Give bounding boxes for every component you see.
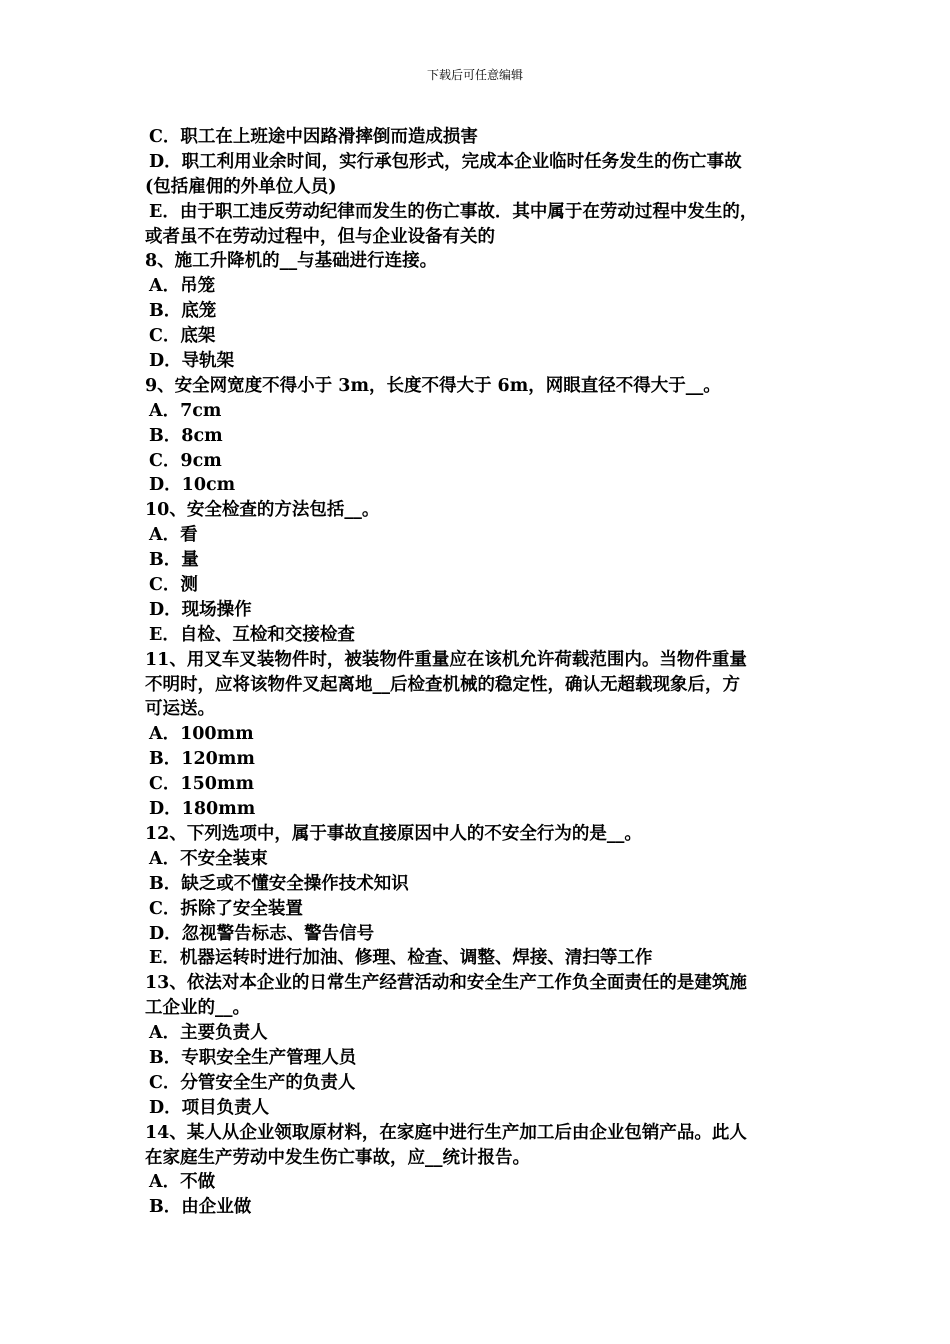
answer-option: E．机器运转时进行加油、修理、检查、调整、焊接、清扫等工作 (149, 948, 653, 969)
answer-option: D．10cm (149, 475, 236, 496)
answer-option: D．现场操作 (149, 599, 252, 620)
text-line: (包括雇佣的外单位人员) (145, 176, 337, 197)
answer-option: A．不安全装束 (149, 848, 268, 869)
answer-option: B．量 (149, 550, 199, 571)
answer-option: B．缺乏或不懂安全操作技术知识 (149, 873, 409, 894)
answer-option: D．导轨架 (149, 351, 235, 372)
answer-option: B．由企业做 (149, 1197, 252, 1218)
answer-option: B．底笼 (149, 301, 217, 322)
answer-option: A．不做 (149, 1172, 216, 1193)
answer-option: D．项目负责人 (149, 1097, 270, 1118)
answer-option: A．吊笼 (149, 276, 216, 297)
answer-option: B．120mm (149, 749, 255, 770)
text-line: 不明时，应将该物件叉起离地__后检查机械的稳定性，确认无超载现象后，方 (145, 674, 740, 695)
answer-option: D．职工利用业余时间，实行承包形式，完成本企业临时任务发生的伤亡事故 (149, 151, 742, 172)
question-line: 9、安全网宽度不得小于 3m，长度不得大于 6m，网眼直径不得大于__。 (145, 375, 721, 396)
text-line: 在家庭生产劳动中发生伤亡事故，应__统计报告。 (145, 1147, 530, 1168)
question-line: 11、用叉车叉装物件时，被装物件重量应在该机允许荷载范围内。当物件重量 (145, 649, 747, 670)
answer-option: C．测 (149, 575, 198, 596)
answer-option: D．180mm (149, 799, 256, 820)
answer-option: B．专职安全生产管理人员 (149, 1047, 357, 1068)
answer-option: C．分管安全生产的负责人 (149, 1072, 356, 1093)
answer-option: A．100mm (149, 724, 254, 745)
page-header-note: 下载后可任意编辑 (426, 68, 523, 82)
question-line: 13、依法对本企业的日常生产经营活动和安全生产工作负全面责任的是建筑施 (145, 973, 747, 994)
text-line: 工企业的__。 (145, 998, 250, 1019)
answer-option: C．底架 (149, 326, 216, 347)
question-line: 10、安全检查的方法包括__。 (145, 500, 380, 521)
question-line: 12、下列选项中，属于事故直接原因中人的不安全行为的是__。 (145, 823, 642, 844)
answer-option: C．150mm (149, 774, 254, 795)
answer-option: E．自检、互检和交接检查 (149, 624, 355, 645)
document-body (145, 125, 825, 1220)
answer-option: C．职工在上班途中因路滑摔倒而造成损害 (149, 127, 478, 147)
answer-option: C．拆除了安全装置 (149, 898, 303, 919)
answer-option: A．看 (149, 525, 198, 546)
answer-option: A．主要负责人 (149, 1023, 268, 1044)
answer-option: A．7cm (149, 400, 222, 421)
answer-option: D．忽视警告标志、警告信号 (149, 923, 375, 944)
text-line: 或者虽不在劳动过程中，但与企业设备有关的 (145, 226, 495, 247)
question-line: 14、某人从企业领取原材料，在家庭中进行生产加工后由企业包销产品。此人 (145, 1122, 747, 1143)
answer-option: B．8cm (149, 425, 223, 446)
text-line: 可运送。 (145, 699, 215, 720)
question-line: 8、施工升降机的__与基础进行连接。 (145, 251, 438, 272)
answer-option: C．9cm (149, 450, 222, 471)
answer-option: E．由于职工违反劳动纪律而发生的伤亡事故．其中属于在劳动过程中发生的， (149, 201, 758, 222)
